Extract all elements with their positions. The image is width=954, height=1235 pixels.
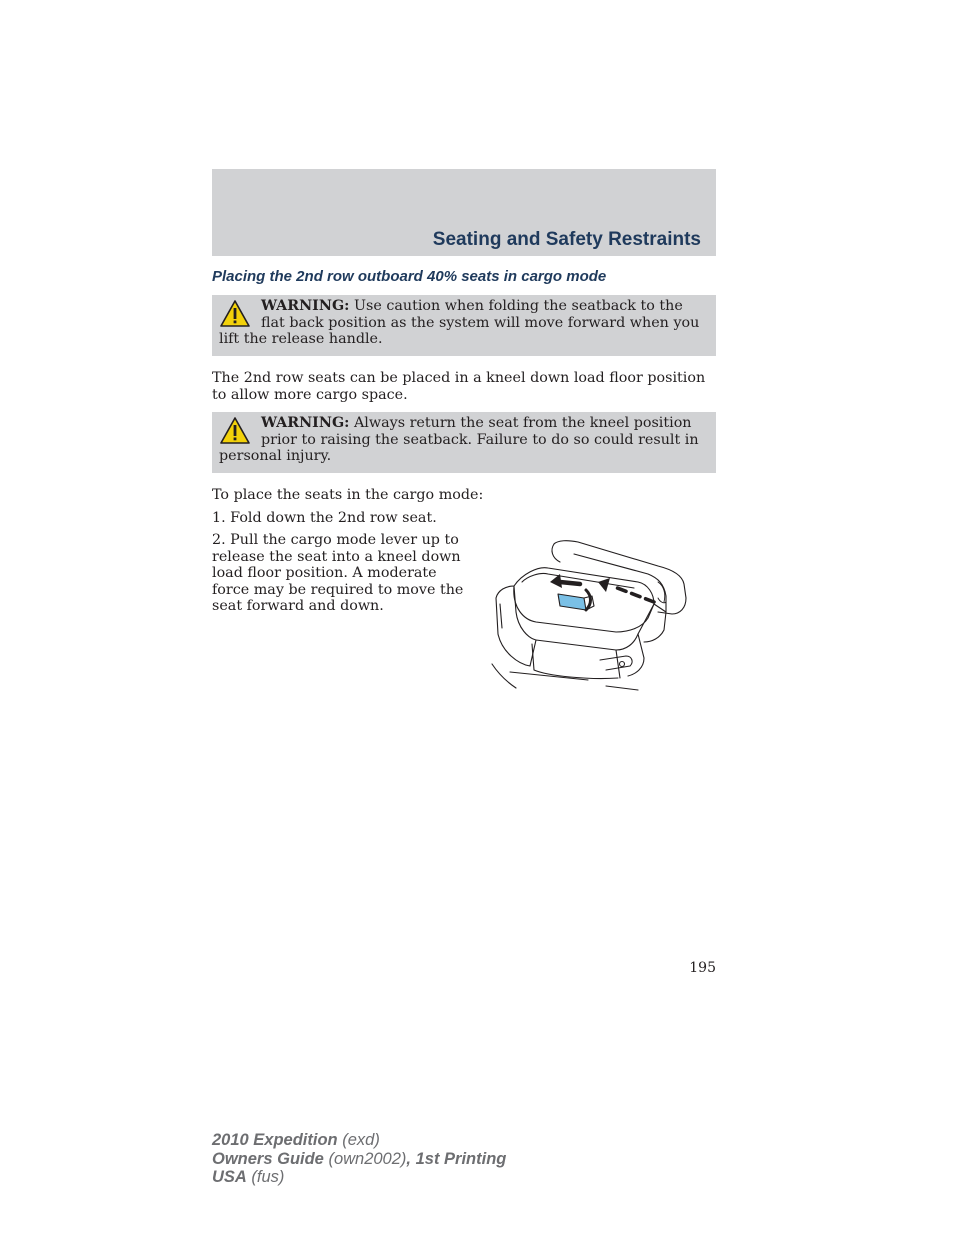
warning-box-2 [212,412,716,473]
footer-line-1 [212,1131,506,1150]
paragraph: The 2nd row seats can be placed in a kneel down load floor position to allow more cargo space. [212,370,706,403]
section-header-band [212,169,716,256]
warning-box-1 [212,295,716,356]
warning-text: Always return the seat from the kneel position prior to raising the seatback. Failure to do so could result in personal injury. [219,415,699,464]
page-number: 195 [689,960,716,976]
footer-model: 2010 Expedition [212,1131,338,1149]
intro-text: To place the seats in the cargo mode: [212,487,484,503]
footer-model-code: (exd) [337,1131,380,1149]
warning-label: WARNING: [261,298,350,314]
warning-label: WARNING: [261,415,350,431]
footer-market: USA [212,1168,247,1186]
warning-triangle-icon [219,416,251,446]
footer-line-3 [212,1168,506,1187]
seat-cargo-mode-illustration [488,538,694,698]
footer-printing: , 1st Printing [406,1149,507,1168]
warning-triangle-icon [219,299,251,329]
warning-text: Use caution when folding the seatback to the flat back position as the system will move forward when you lift the release handle. [219,298,700,347]
section-title: Seating and Safety Restraints [432,229,701,250]
subheading: Placing the 2nd row outboard 40% seats in cargo mode [212,268,607,285]
footer-market-code: (fus) [246,1168,285,1186]
footer-guide: Owners Guide [212,1149,324,1168]
step-2: 2. Pull the cargo mode lever up to release the seat into a kneel down load floor position. A moderate force may be required to move the seat forward and down. [212,532,464,614]
footer-line-2 [212,1150,506,1169]
footer [212,1131,506,1187]
step-1: 1. Fold down the 2nd row seat. [212,510,437,526]
footer-guide-code: (own2002) [323,1149,407,1168]
